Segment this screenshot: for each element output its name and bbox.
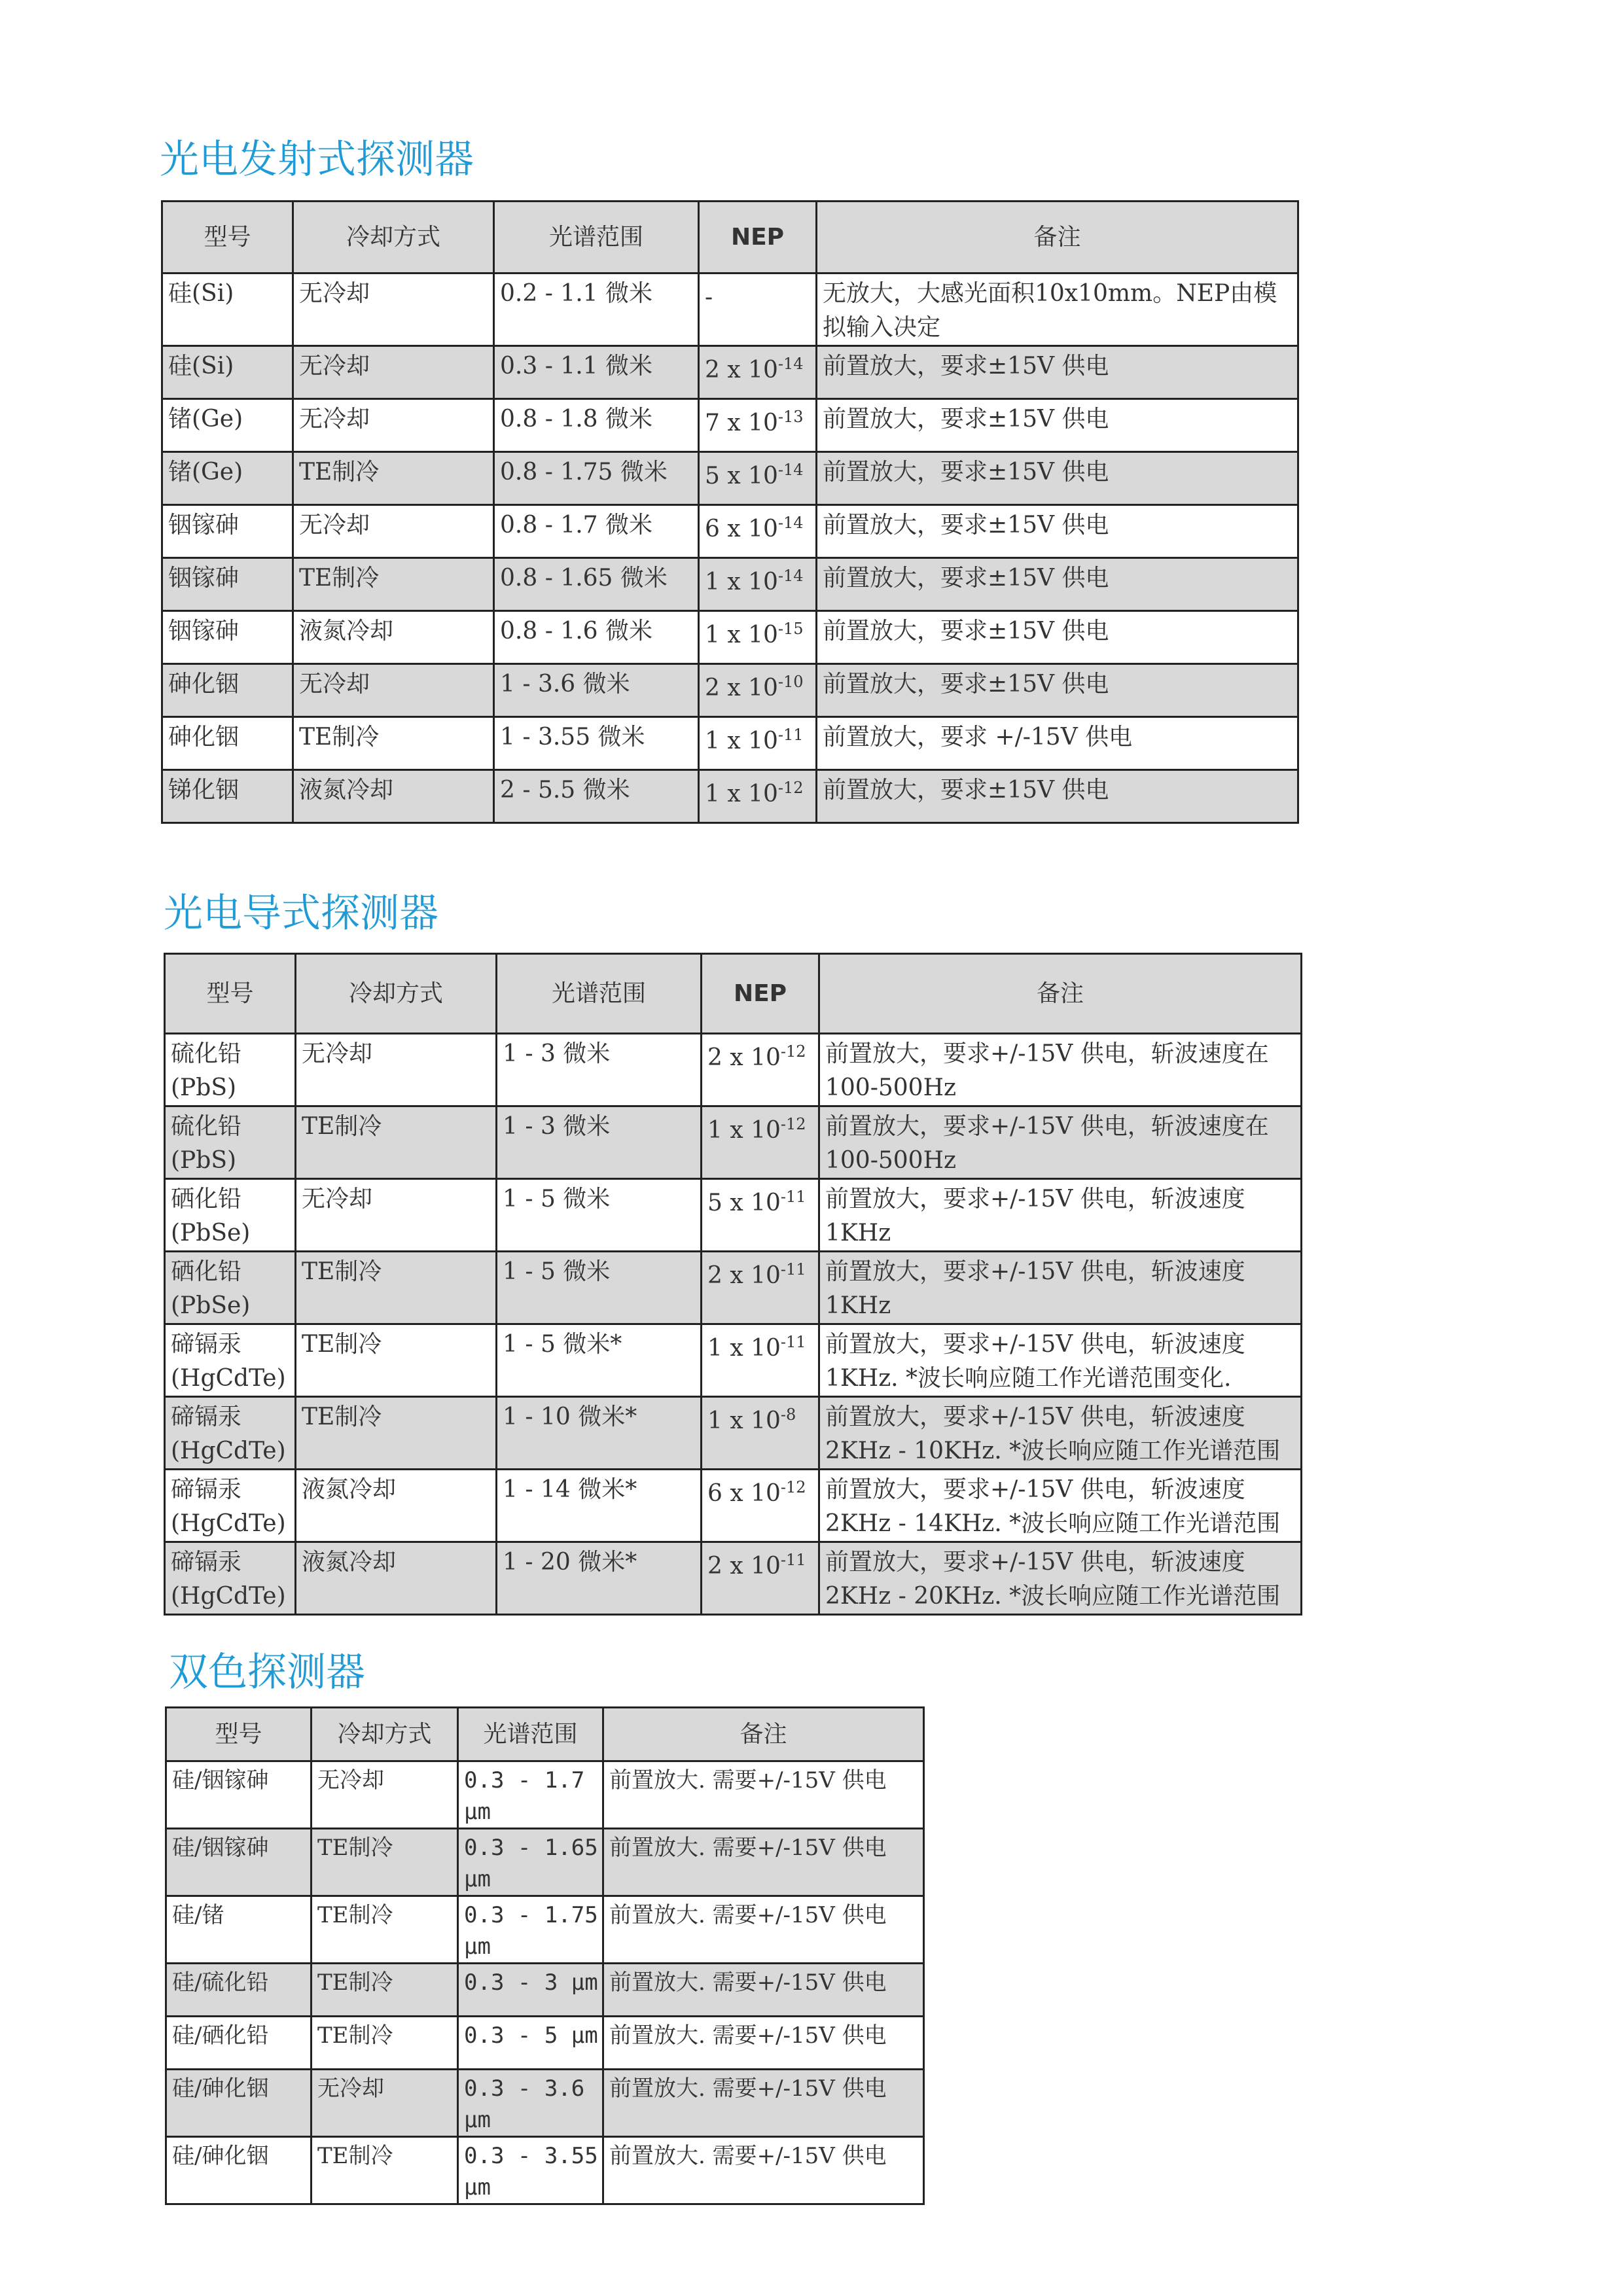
table-row xyxy=(166,2017,924,2070)
table-row xyxy=(162,770,1298,823)
model-cell: 碲镉汞(HgCdTe) xyxy=(165,1470,296,1542)
note-cell: 无放大，大感光面积10x10mm。NEP由模拟输入决定 xyxy=(817,274,1298,346)
range-cell: 0.3 - 3.55 μm xyxy=(458,2137,603,2204)
nep-cell xyxy=(699,770,817,823)
model-cell: 硅/砷化铟 xyxy=(166,2070,312,2137)
range-cell: 1 - 3 微米 xyxy=(497,1106,702,1179)
range-cell: 1 - 5 微米* xyxy=(497,1324,702,1397)
nep-base: 1 x 10 xyxy=(705,781,778,807)
cooling-cell: TE制冷 xyxy=(293,452,494,505)
nep-base: - xyxy=(705,284,713,311)
header-model: 型号 xyxy=(165,954,296,1034)
note-cell: 前置放大. 需要+/-15V 供电 xyxy=(603,2070,924,2137)
nep-base: 7 x 10 xyxy=(705,410,778,436)
range-cell: 0.8 - 1.7 微米 xyxy=(494,505,699,558)
nep-exponent: -14 xyxy=(777,567,804,585)
table-row xyxy=(166,1964,924,2017)
note-cell: 前置放大，要求+/-15V 供电，斩波速度2KHz - 14KHz. *波长响应随工作光谱范围 xyxy=(819,1470,1302,1542)
model-cell: 硅(Si) xyxy=(162,274,293,346)
nep-cell xyxy=(702,1397,819,1470)
model-cell: 硅/锗 xyxy=(166,1896,312,1964)
range-cell: 0.2 - 1.1 微米 xyxy=(494,274,699,346)
cooling-cell: TE制冷 xyxy=(312,2137,458,2204)
photoemissive-title: 光电发射式探测器 xyxy=(160,137,474,183)
table-header-row xyxy=(162,202,1298,274)
table-row xyxy=(166,1896,924,1964)
cooling-cell: TE制冷 xyxy=(312,2017,458,2070)
cooling-cell: 液氮冷却 xyxy=(296,1470,497,1542)
note-cell: 前置放大，要求±15V 供电 xyxy=(817,452,1298,505)
model-cell: 硫化铅(PbS) xyxy=(165,1106,296,1179)
cooling-cell: 无冷却 xyxy=(293,505,494,558)
range-cell: 1 - 10 微米* xyxy=(497,1397,702,1470)
dual-color-title: 双色探测器 xyxy=(169,1650,365,1695)
nep-cell xyxy=(702,1034,819,1106)
nep-exponent: -11 xyxy=(780,1333,806,1351)
cooling-cell: TE制冷 xyxy=(293,717,494,770)
nep-base: 1 x 10 xyxy=(705,569,778,595)
nep-base: 2 x 10 xyxy=(707,1262,781,1289)
note-cell: 前置放大，要求±15V 供电 xyxy=(817,664,1298,717)
model-cell: 硅/铟镓砷 xyxy=(166,1761,312,1829)
range-cell: 0.3 - 5 μm xyxy=(458,2017,603,2070)
nep-exponent: -11 xyxy=(780,1188,806,1206)
nep-base: 5 x 10 xyxy=(705,463,778,489)
cooling-cell: 无冷却 xyxy=(293,664,494,717)
header-note: 备注 xyxy=(817,202,1298,274)
header-model: 型号 xyxy=(166,1708,312,1761)
header-range: 光谱范围 xyxy=(458,1708,603,1761)
note-cell: 前置放大. 需要+/-15V 供电 xyxy=(603,2017,924,2070)
note-cell: 前置放大. 需要+/-15V 供电 xyxy=(603,1964,924,2017)
range-cell: 1 - 3.55 微米 xyxy=(494,717,699,770)
nep-exponent: -8 xyxy=(780,1405,796,1424)
header-model: 型号 xyxy=(162,202,293,274)
model-cell: 碲镉汞(HgCdTe) xyxy=(165,1397,296,1470)
note-cell: 前置放大，要求+/-15V 供电，斩波速度1KHz xyxy=(819,1179,1302,1252)
table-row xyxy=(165,1542,1302,1615)
table-row xyxy=(162,558,1298,611)
cooling-cell: TE制冷 xyxy=(312,1964,458,2017)
table-row xyxy=(165,1397,1302,1470)
range-cell: 0.3 - 1.65 μm xyxy=(458,1829,603,1896)
cooling-cell: 无冷却 xyxy=(312,1761,458,1829)
nep-exponent: -11 xyxy=(780,1260,806,1279)
range-cell: 0.3 - 3 μm xyxy=(458,1964,603,2017)
nep-base: 1 x 10 xyxy=(707,1335,781,1362)
table-row xyxy=(166,2137,924,2204)
nep-exponent: -14 xyxy=(777,514,804,532)
note-cell: 前置放大，要求+/-15V 供电，斩波速度在100-500Hz xyxy=(819,1106,1302,1179)
table-row xyxy=(165,1252,1302,1324)
nep-base: 1 x 10 xyxy=(707,1407,781,1434)
note-cell: 前置放大. 需要+/-15V 供电 xyxy=(603,1761,924,1829)
nep-exponent: -14 xyxy=(777,355,804,373)
cooling-cell: 无冷却 xyxy=(293,346,494,399)
nep-cell xyxy=(702,1324,819,1397)
nep-exponent: -10 xyxy=(777,673,804,691)
range-cell: 0.3 - 3.6 μm xyxy=(458,2070,603,2137)
nep-base: 6 x 10 xyxy=(705,516,778,542)
cooling-cell: 液氮冷却 xyxy=(296,1542,497,1615)
model-cell: 砷化铟 xyxy=(162,664,293,717)
note-cell: 前置放大，要求±15V 供电 xyxy=(817,346,1298,399)
header-cooling: 冷却方式 xyxy=(312,1708,458,1761)
nep-exponent: -12 xyxy=(780,1478,806,1496)
range-cell: 2 - 5.5 微米 xyxy=(494,770,699,823)
photoconductive-table xyxy=(164,953,1302,1616)
note-cell: 前置放大，要求±15V 供电 xyxy=(817,505,1298,558)
nep-cell xyxy=(699,558,817,611)
note-cell: 前置放大，要求±15V 供电 xyxy=(817,611,1298,664)
photoconductive-title: 光电导式探测器 xyxy=(164,891,438,936)
nep-cell xyxy=(702,1542,819,1615)
note-cell: 前置放大. 需要+/-15V 供电 xyxy=(603,1896,924,1964)
nep-cell xyxy=(702,1179,819,1252)
cooling-cell: 无冷却 xyxy=(293,274,494,346)
model-cell: 硅/砷化铟 xyxy=(166,2137,312,2204)
nep-cell xyxy=(699,452,817,505)
model-cell: 铟镓砷 xyxy=(162,558,293,611)
nep-cell xyxy=(699,346,817,399)
nep-base: 2 x 10 xyxy=(705,675,778,701)
nep-exponent: -14 xyxy=(777,461,804,479)
range-cell: 0.3 - 1.1 微米 xyxy=(494,346,699,399)
table-header-row xyxy=(165,954,1302,1034)
header-cooling: 冷却方式 xyxy=(296,954,497,1034)
note-cell: 前置放大，要求+/-15V 供电，斩波速度1KHz. *波长响应随工作光谱范围变化. xyxy=(819,1324,1302,1397)
nep-cell xyxy=(699,399,817,452)
nep-exponent: -12 xyxy=(780,1115,806,1133)
nep-cell xyxy=(702,1470,819,1542)
nep-cell xyxy=(699,717,817,770)
table-row xyxy=(162,664,1298,717)
cooling-cell: 无冷却 xyxy=(293,399,494,452)
nep-base: 2 x 10 xyxy=(707,1044,781,1071)
nep-base: 1 x 10 xyxy=(705,728,778,754)
table-row xyxy=(162,611,1298,664)
table-row xyxy=(162,274,1298,346)
nep-exponent: -12 xyxy=(777,779,804,797)
header-nep: NEP xyxy=(702,954,819,1034)
note-cell: 前置放大，要求±15V 供电 xyxy=(817,558,1298,611)
model-cell: 碲镉汞(HgCdTe) xyxy=(165,1542,296,1615)
range-cell: 1 - 14 微米* xyxy=(497,1470,702,1542)
note-cell: 前置放大，要求+/-15V 供电，斩波速度2KHz - 10KHz. *波长响应随工作光谱范围 xyxy=(819,1397,1302,1470)
range-cell: 0.3 - 1.7 μm xyxy=(458,1761,603,1829)
table-header-row xyxy=(166,1708,924,1761)
table-row xyxy=(165,1179,1302,1252)
note-cell: 前置放大，要求±15V 供电 xyxy=(817,399,1298,452)
table-row xyxy=(162,505,1298,558)
range-cell: 0.3 - 1.75 μm xyxy=(458,1896,603,1964)
cooling-cell: 液氮冷却 xyxy=(293,611,494,664)
nep-cell xyxy=(699,611,817,664)
nep-exponent: -11 xyxy=(780,1551,806,1569)
nep-cell xyxy=(702,1106,819,1179)
table-row xyxy=(166,1829,924,1896)
table-row xyxy=(166,2070,924,2137)
model-cell: 锗(Ge) xyxy=(162,452,293,505)
range-cell: 0.8 - 1.8 微米 xyxy=(494,399,699,452)
nep-base: 6 x 10 xyxy=(707,1480,781,1507)
nep-base: 5 x 10 xyxy=(707,1190,781,1216)
model-cell: 铟镓砷 xyxy=(162,611,293,664)
note-cell: 前置放大，要求±15V 供电 xyxy=(817,770,1298,823)
photoemissive-table xyxy=(161,200,1299,824)
table-row xyxy=(166,1761,924,1829)
nep-exponent: -11 xyxy=(777,726,804,744)
model-cell: 碲镉汞(HgCdTe) xyxy=(165,1324,296,1397)
note-cell: 前置放大，要求+/-15V 供电，斩波速度在100-500Hz xyxy=(819,1034,1302,1106)
nep-exponent: -13 xyxy=(777,408,804,426)
header-note: 备注 xyxy=(819,954,1302,1034)
note-cell: 前置放大. 需要+/-15V 供电 xyxy=(603,1829,924,1896)
note-cell: 前置放大. 需要+/-15V 供电 xyxy=(603,2137,924,2204)
range-cell: 0.8 - 1.65 微米 xyxy=(494,558,699,611)
model-cell: 硒化铅(PbSe) xyxy=(165,1252,296,1324)
header-range: 光谱范围 xyxy=(497,954,702,1034)
nep-exponent: -15 xyxy=(777,620,804,638)
nep-base: 1 x 10 xyxy=(705,622,778,648)
cooling-cell: TE制冷 xyxy=(296,1252,497,1324)
range-cell: 1 - 20 微米* xyxy=(497,1542,702,1615)
model-cell: 锗(Ge) xyxy=(162,399,293,452)
table-row xyxy=(165,1324,1302,1397)
model-cell: 硅/硒化铅 xyxy=(166,2017,312,2070)
cooling-cell: TE制冷 xyxy=(312,1896,458,1964)
table-row xyxy=(162,346,1298,399)
range-cell: 1 - 5 微米 xyxy=(497,1252,702,1324)
cooling-cell: 液氮冷却 xyxy=(293,770,494,823)
nep-cell xyxy=(699,274,817,346)
table-row xyxy=(162,399,1298,452)
range-cell: 1 - 3 微米 xyxy=(497,1034,702,1106)
model-cell: 硅/铟镓砷 xyxy=(166,1829,312,1896)
model-cell: 硅/硫化铅 xyxy=(166,1964,312,2017)
cooling-cell: 无冷却 xyxy=(296,1034,497,1106)
cooling-cell: TE制冷 xyxy=(312,1829,458,1896)
table-row xyxy=(165,1034,1302,1106)
range-cell: 1 - 5 微米 xyxy=(497,1179,702,1252)
model-cell: 砷化铟 xyxy=(162,717,293,770)
nep-cell xyxy=(702,1252,819,1324)
table-row xyxy=(162,452,1298,505)
model-cell: 硅(Si) xyxy=(162,346,293,399)
nep-cell xyxy=(699,664,817,717)
range-cell: 0.8 - 1.75 微米 xyxy=(494,452,699,505)
model-cell: 硫化铅(PbS) xyxy=(165,1034,296,1106)
model-cell: 铟镓砷 xyxy=(162,505,293,558)
table-row xyxy=(162,717,1298,770)
table-row xyxy=(165,1106,1302,1179)
nep-base: 1 x 10 xyxy=(707,1117,781,1144)
cooling-cell: 无冷却 xyxy=(296,1179,497,1252)
cooling-cell: 无冷却 xyxy=(312,2070,458,2137)
cooling-cell: TE制冷 xyxy=(293,558,494,611)
cooling-cell: TE制冷 xyxy=(296,1106,497,1179)
nep-cell xyxy=(699,505,817,558)
dual-color-table xyxy=(165,1706,925,2205)
header-nep: NEP xyxy=(699,202,817,274)
note-cell: 前置放大，要求+/-15V 供电，斩波速度1KHz xyxy=(819,1252,1302,1324)
nep-exponent: -12 xyxy=(780,1042,806,1061)
header-cooling: 冷却方式 xyxy=(293,202,494,274)
header-note: 备注 xyxy=(603,1708,924,1761)
note-cell: 前置放大，要求+/-15V 供电，斩波速度2KHz - 20KHz. *波长响应随工作光谱范围 xyxy=(819,1542,1302,1615)
cooling-cell: TE制冷 xyxy=(296,1324,497,1397)
model-cell: 锑化铟 xyxy=(162,770,293,823)
range-cell: 1 - 3.6 微米 xyxy=(494,664,699,717)
nep-base: 2 x 10 xyxy=(705,357,778,383)
range-cell: 0.8 - 1.6 微米 xyxy=(494,611,699,664)
header-range: 光谱范围 xyxy=(494,202,699,274)
model-cell: 硒化铅(PbSe) xyxy=(165,1179,296,1252)
cooling-cell: TE制冷 xyxy=(296,1397,497,1470)
table-row xyxy=(165,1470,1302,1542)
note-cell: 前置放大，要求 +/-15V 供电 xyxy=(817,717,1298,770)
nep-base: 2 x 10 xyxy=(707,1553,781,1580)
